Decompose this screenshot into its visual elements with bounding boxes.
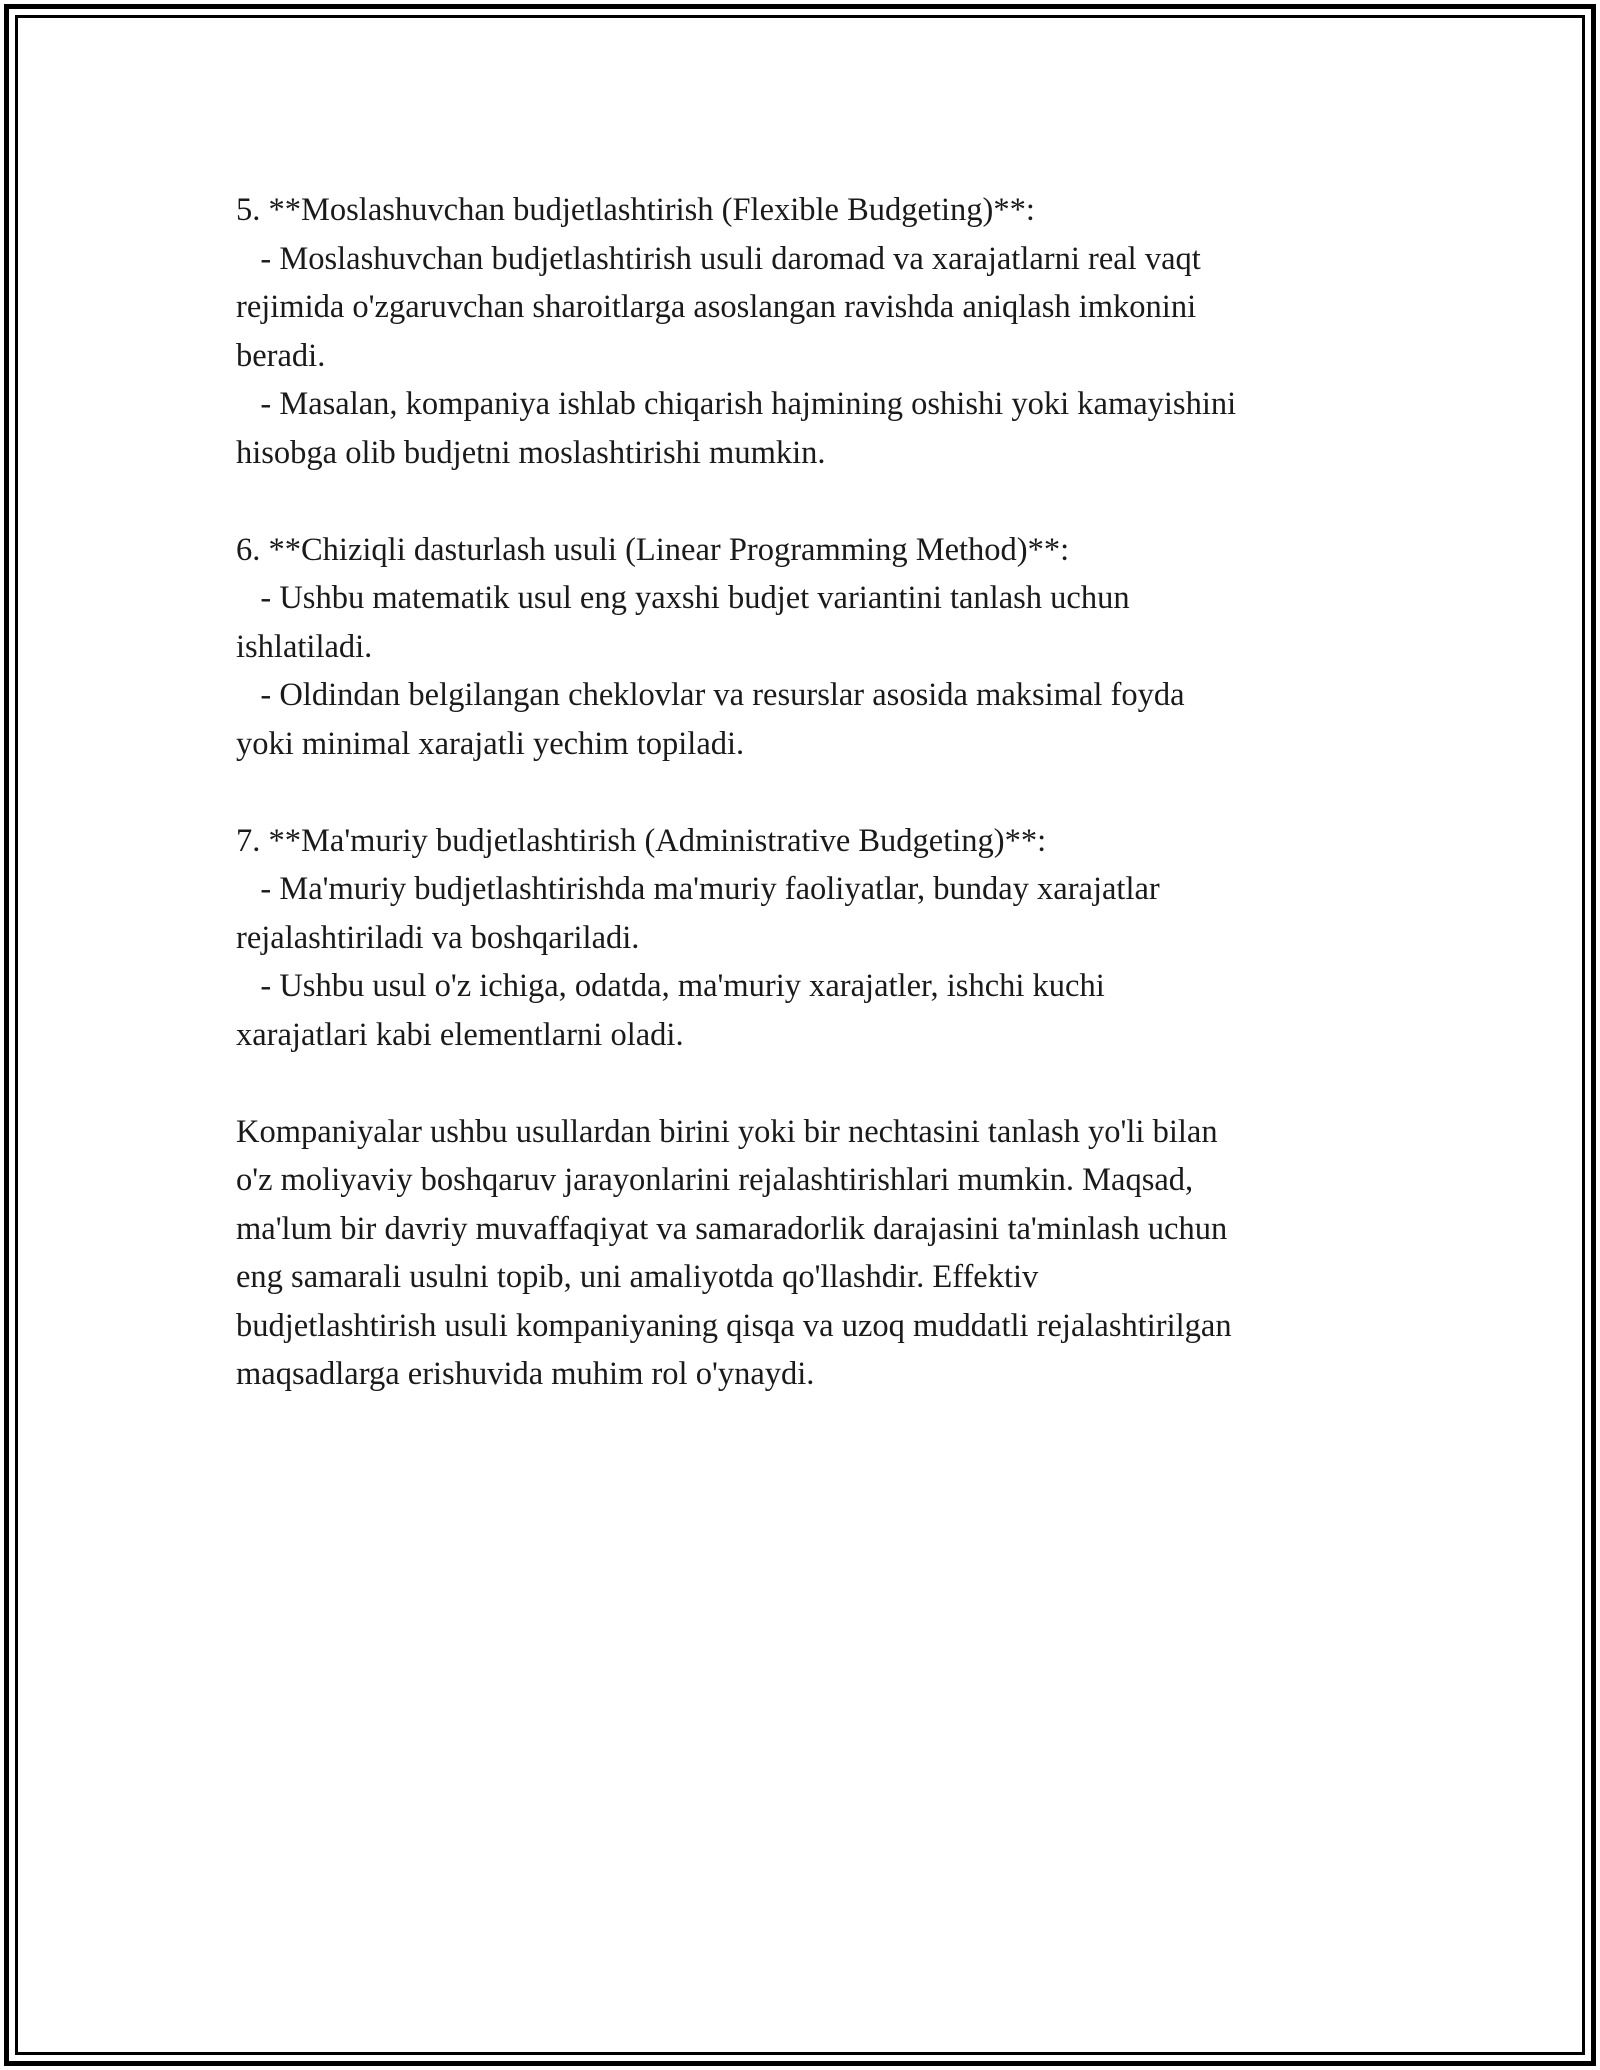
section-linear-programming (236, 526, 1386, 769)
text-line: rejimida o'zgaruvchan sharoitlarga asoslangan ravishda aniqlash imkonini (236, 289, 1197, 325)
section-conclusion (236, 1108, 1386, 1399)
section-heading: 7. **Ma'muriy budjetlashtirish (Administrative Budgeting)**: (236, 822, 1047, 859)
text-line: maqsadlarga erishuvida muhim rol o'ynaydi. (236, 1356, 815, 1392)
text-line: beradi. (236, 337, 326, 374)
document-body (236, 186, 1386, 1447)
text-line: - Oldindan belgilangan cheklovlar va resurslar asosida maksimal foyda (236, 677, 1185, 713)
text-line: o'z moliyaviy boshqaruv jarayonlarini rejalashtirishlari mumkin. Maqsad, (236, 1162, 1194, 1198)
text-line: - Ma'muriy budjetlashtirishda ma'muriy faoliyatlar, bunday xarajatlar (236, 871, 1160, 907)
section-administrative-budgeting (236, 817, 1386, 1060)
text-line: yoki minimal xarajatli yechim topiladi. (236, 725, 745, 762)
text-line: hisobga olib budjetni moslashtirishi mumkin. (236, 434, 826, 471)
text-line: - Moslashuvchan budjetlashtirish usuli daromad va xarajatlarni real vaqt (236, 240, 1201, 277)
text-line: xarajatlari kabi elementlarni oladi. (236, 1016, 684, 1053)
text-line: Kompaniyalar ushbu usullardan birini yoki bir nechtasini tanlash yo'li bilan (236, 1113, 1218, 1150)
section-flexible-budgeting (236, 186, 1386, 477)
text-line: budjetlashtirish usuli kompaniyaning qisqa va uzoq muddatli rejalashtirilgan (236, 1307, 1232, 1344)
text-line: ma'lum bir davriy muvaffaqiyat va samaradorlik darajasini ta'minlash uchun (236, 1210, 1228, 1247)
text-line: eng samarali usulni topib, uni amaliyotda qo'llashdir. Effektiv (236, 1259, 1039, 1295)
text-line: - Ushbu matematik usul eng yaxshi budjet variantini tanlash uchun (236, 580, 1130, 616)
text-line: - Ushbu usul o'z ichiga, odatda, ma'muriy xarajatler, ishchi kuchi (236, 968, 1105, 1004)
section-heading: 5. **Moslashuvchan budjetlashtirish (Flexible Budgeting)**: (236, 192, 1035, 228)
text-line: rejalashtiriladi va boshqariladi. (236, 919, 640, 956)
text-line: - Masalan, kompaniya ishlab chiqarish hajmining oshishi yoki kamayishini (236, 386, 1237, 422)
text-line: ishlatiladi. (236, 628, 373, 665)
section-heading: 6. **Chiziqli dasturlash usuli (Linear Programming Method)**: (236, 531, 1070, 568)
